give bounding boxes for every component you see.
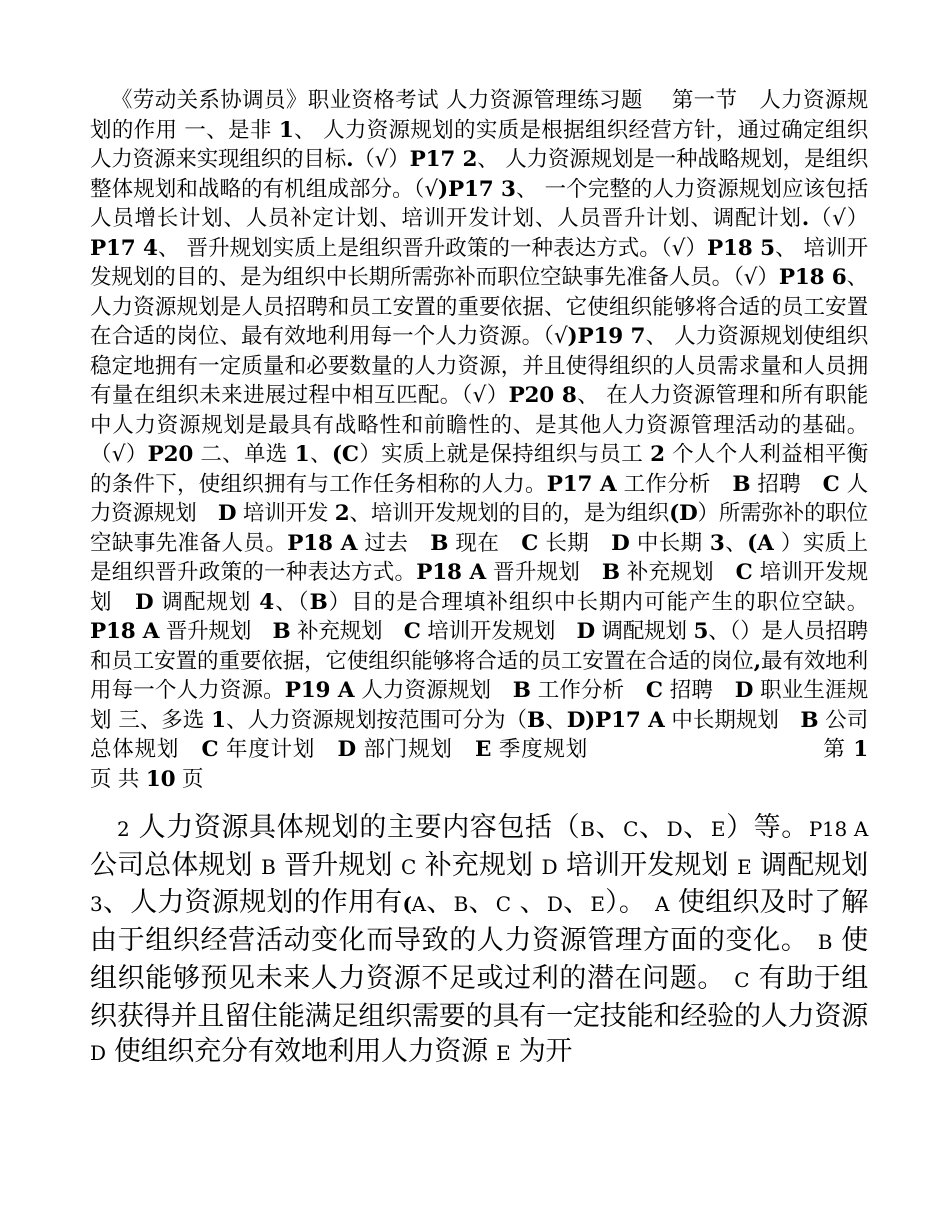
text-run: 招聘: [750, 471, 823, 497]
text-run: C: [401, 854, 417, 879]
text-run: 、: [594, 812, 624, 843]
text-run: ,: [753, 648, 761, 674]
text-run: 使组织充分有效地利用人力资源: [105, 1036, 497, 1068]
text-run: 个人个人利益相平衡的条件下，使组织拥有与工作任务相称的人力。: [90, 442, 868, 497]
text-run: 、（: [274, 589, 310, 615]
text-run: 、: [468, 887, 496, 919]
text-run: 工作分析: [616, 471, 733, 497]
text-run: D: [217, 501, 237, 526]
text-run: 2: [650, 442, 665, 467]
text-run: P20: [147, 442, 194, 467]
text-run: P18 6: [778, 265, 847, 290]
text-run: 、: [682, 812, 711, 843]
footer-suffix: 页: [175, 766, 204, 792]
text-run: B: [309, 589, 328, 615]
text-run: A: [654, 892, 670, 917]
text-run: C: [623, 817, 639, 841]
text-run: 2: [117, 817, 130, 841]
text-run: 调配规划: [153, 589, 260, 615]
text-run: E: [475, 737, 492, 762]
text-run: E: [737, 854, 752, 879]
text-run: 、: [309, 442, 332, 467]
text-run: 、 一个完整的人力资源规划应该包括人员增长计划、人员补定计划、培训开发计划、人员晋升计划、调配计划: [90, 176, 868, 231]
text-run: B: [272, 619, 291, 644]
text-run: D: [90, 1041, 106, 1066]
text-run: ）等。: [725, 812, 809, 843]
text-run: 现在: [448, 530, 522, 556]
page-two-text: [90, 810, 868, 1072]
footer-current-page: 1: [853, 737, 869, 762]
text-run: D: [576, 619, 595, 644]
text-run: C: [201, 737, 219, 762]
text-run: 公司总体规划: [90, 707, 868, 762]
footer-prefix: 第: [822, 737, 854, 762]
text-run: 使组织及时了解由于组织经营活动变化而导致的人力资源管理方面的变化。: [90, 887, 869, 957]
text-run: .: [801, 206, 810, 231]
text-run: D: [135, 589, 154, 615]
text-run: D: [541, 854, 558, 879]
text-run: 季度规划: [491, 737, 589, 762]
text-run: 1: [211, 707, 226, 733]
text-run: 二、单选: [193, 442, 295, 467]
text-run: B: [580, 817, 595, 841]
text-run: 、: [638, 812, 667, 843]
text-run: B: [512, 678, 531, 703]
text-run: 最有效地利用每一个人力资源。: [90, 648, 868, 703]
page-one-text: [90, 86, 868, 794]
text-run: 1: [294, 442, 310, 467]
text-run: E: [496, 1041, 511, 1066]
text-run: B: [601, 560, 620, 585]
text-run: 、（）是人员招聘和员工安置的重要依据，它使组织能够将合适的员工安置在合适的岗位: [90, 619, 868, 674]
text-run: 补充规划: [416, 849, 542, 881]
text-run: ）实质上就是保持组织与员工: [358, 442, 651, 467]
text-run: 、人力资源规划按范围可分为（: [225, 707, 528, 733]
text-run: ）。: [604, 887, 655, 919]
text-run: D: [611, 530, 630, 556]
text-run: P18 A: [416, 560, 486, 585]
text-run: 、: [545, 707, 567, 733]
text-run: A: [411, 892, 426, 917]
text-run: 调配规划: [594, 619, 694, 644]
text-run: 《劳动关系协调员》职业资格考试 人力资源管理练习题 第一节 人力资源规划的作用 一、是非: [90, 88, 868, 143]
text-run: P18 A: [808, 817, 868, 841]
text-run: .: [346, 147, 354, 172]
text-run: 有助于组织获得并且留住能满足组织需要的具有一定技能和经验的人力资源: [90, 962, 868, 1032]
text-run: C: [645, 678, 663, 703]
text-run: P18 A: [90, 619, 160, 644]
text-run: 3: [90, 892, 103, 917]
text-run: B: [453, 892, 468, 917]
text-run: D: [734, 678, 754, 703]
text-run: （√）: [353, 147, 410, 172]
text-run: 人力资源规划: [90, 471, 868, 526]
text-run: 、 人力资源规划是人员招聘和员工安置的重要依据、它使组织能够将合适的员工安置在合适的岗位、最有效地利用每一个人力资源。（√: [90, 265, 868, 349]
text-run: 、 晋升规划实质上是组织晋升政策的一种表达方式。（√）: [157, 235, 708, 261]
text-run: (C: [331, 442, 359, 467]
footer-gap: [588, 737, 822, 762]
text-run: 为开: [510, 1036, 573, 1068]
text-run: 、: [724, 530, 748, 556]
footer-middle: 页 共: [90, 766, 146, 792]
text-run: 、 人力资源规划是一种战略规划，是组织整体规划和战略的有机组成部分。（√: [90, 147, 868, 202]
text-run: 培训开发规划: [420, 619, 577, 644]
text-run: C: [735, 560, 753, 585]
text-run: )P19 7: [567, 324, 646, 349]
text-run: B: [800, 707, 819, 733]
text-run: 、 人力资源规划的实质是根据组织经营方针，通过确定组织人力资源来实现组织的目标: [90, 117, 869, 172]
text-run: 长期: [538, 530, 612, 556]
text-run: C: [403, 619, 421, 644]
text-run: 中长期: [629, 530, 710, 556]
text-run: 、 培训开发规划的目的、是为组织中长期所需弥补而职位空缺事先准备人员。（√）: [90, 235, 868, 290]
text-run: P18 5: [707, 235, 775, 261]
text-run: 、: [510, 887, 547, 919]
text-run: (A: [747, 530, 774, 556]
text-run: 晋升规划: [275, 849, 402, 881]
text-run: P17 A: [546, 471, 617, 497]
text-run: 1: [278, 117, 294, 143]
text-run: ）目的是合理填补组织中长期内可能产生的职位空缺。: [327, 589, 868, 615]
text-run: 公司总体规划: [90, 849, 262, 881]
text-run: 中长期规划: [664, 707, 801, 733]
text-run: 培训开发规划: [90, 560, 868, 615]
text-run: 培训开发规划: [557, 849, 738, 881]
text-run: C: [521, 530, 539, 556]
document-page: [90, 86, 868, 1099]
text-run: C: [822, 471, 840, 497]
text-run: B: [430, 530, 449, 556]
text-run: 培训开发: [236, 501, 335, 526]
text-run: )P17 3: [438, 176, 516, 202]
text-run: P18 A: [287, 530, 358, 556]
text-run: ）实质上是组织晋升政策的一种表达方式。: [90, 530, 868, 585]
text-run: 年度计划: [218, 737, 338, 762]
text-run: 部门规划: [355, 737, 476, 762]
text-run: 、: [425, 887, 454, 919]
text-run: 补充规划: [619, 560, 736, 585]
text-run: （√）: [809, 206, 868, 231]
text-run: B: [732, 471, 751, 497]
text-run: E: [710, 817, 726, 841]
text-run: 使组织能够预见未来人力资源不足或过利的潜在问题。: [90, 925, 869, 994]
text-run: C: [734, 967, 750, 992]
text-run: B: [817, 930, 833, 955]
text-run: 工作分析: [530, 678, 646, 703]
footer-total-pages: 10: [145, 766, 176, 792]
text-run: (: [402, 892, 412, 917]
text-run: 人力资源具体规划的主要内容包括（: [129, 812, 581, 843]
text-run: 过去: [357, 530, 431, 556]
text-run: 、人力资源规划的作用有: [102, 887, 403, 919]
text-run: 3: [709, 530, 725, 556]
text-run: P17 4: [90, 235, 158, 261]
text-run: B: [261, 854, 276, 879]
text-run: (D: [669, 501, 698, 526]
text-run: D)P17 A: [566, 707, 665, 733]
text-run: 补充规划: [290, 619, 404, 644]
text-run: E: [590, 892, 605, 917]
text-run: ）所需弥补的职位空缺事先准备人员。: [90, 501, 868, 556]
text-run: 、: [562, 887, 591, 919]
text-run: D: [666, 817, 683, 841]
text-run: P17 2: [409, 147, 478, 172]
text-run: 招聘: [662, 678, 735, 703]
text-run: 4: [259, 589, 275, 615]
text-run: 晋升规划: [486, 560, 602, 585]
text-run: 5: [693, 619, 709, 644]
text-run: 晋升规划: [159, 619, 273, 644]
text-run: C: [495, 892, 511, 917]
text-run: B: [527, 707, 546, 733]
text-run: 职业生涯规划 三、多选: [90, 678, 868, 733]
text-run: 调配规划: [751, 849, 868, 881]
text-run: 、 在人力资源管理和所有职能中人力资源规划是最具有战略性和前瞻性的、是其他人力资源管理活动的基础。（√）: [90, 383, 868, 467]
text-run: 2: [334, 501, 350, 526]
text-run: P19 A: [284, 678, 355, 703]
text-run: P20 8: [508, 383, 577, 408]
text-run: 、培训开发规划的目的，是为组织: [349, 501, 670, 526]
text-run: 人力资源规划: [354, 678, 513, 703]
text-run: 、 人力资源规划使组织稳定地拥有一定质量和必要数量的人力资源，并且使得组织的人员需求量和人员拥有量在组织未来进展过程中相互匹配。（√）: [90, 324, 869, 408]
text-run: D: [337, 737, 356, 762]
text-run: D: [546, 892, 563, 917]
